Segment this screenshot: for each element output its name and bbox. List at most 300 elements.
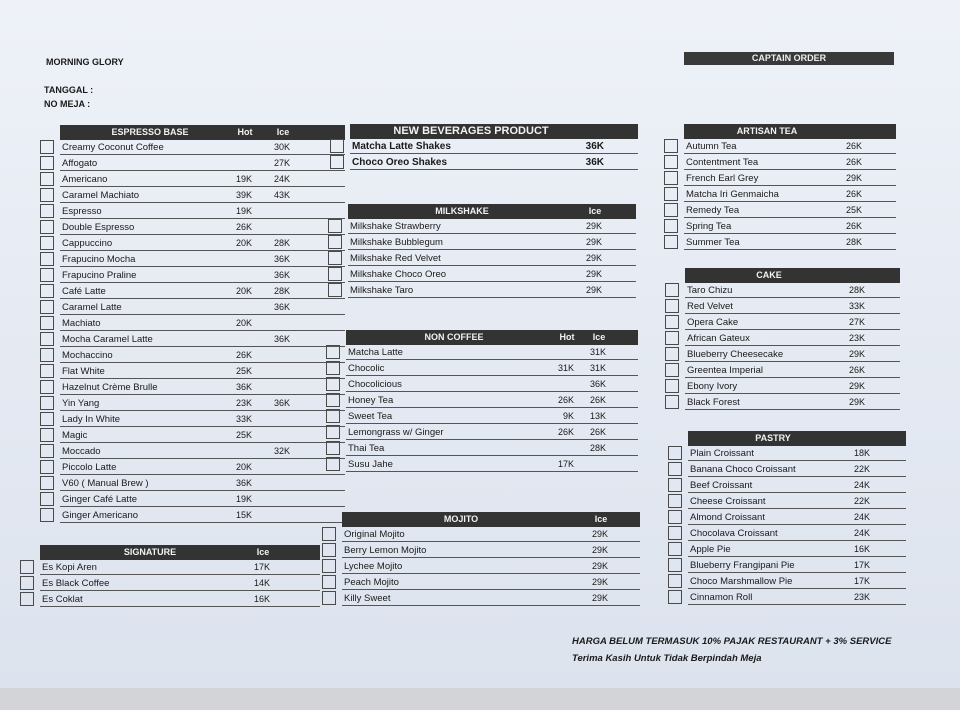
price-hot: 27K <box>848 317 865 327</box>
price-ice: 29K <box>591 593 608 603</box>
item-line <box>60 428 345 443</box>
item-name: Mocha Caramel Latte <box>62 334 153 345</box>
thank-you-note: Terima Kasih Untuk Tidak Berpindah Meja <box>572 653 762 664</box>
order-checkbox[interactable] <box>668 542 682 556</box>
order-checkbox[interactable] <box>40 284 54 298</box>
order-checkbox[interactable] <box>20 576 34 590</box>
column-header-ice: Ice <box>256 547 270 557</box>
item-name: Matcha Iri Genmaicha <box>686 189 779 200</box>
item-line <box>40 592 320 607</box>
price-hot: 22K <box>853 464 870 474</box>
item-name: Frapucino Praline <box>62 270 137 281</box>
item-name: Frapucino Mocha <box>62 254 136 265</box>
item-name: Hazelnut Crème Brulle <box>62 382 158 393</box>
item-line <box>688 574 906 589</box>
price-hot: 29K <box>848 349 865 359</box>
price-hot: 17K <box>853 576 870 586</box>
price-hot: 26K <box>235 222 252 232</box>
item-line <box>684 171 896 186</box>
item-name: Greentea Imperial <box>687 365 764 376</box>
price-ice: 29K <box>585 269 602 279</box>
order-checkbox[interactable] <box>665 347 679 361</box>
section-title: ARTISAN TEA <box>736 126 798 136</box>
price-hot: 26K <box>845 141 862 151</box>
order-checkbox[interactable] <box>664 187 678 201</box>
item-line <box>684 139 896 154</box>
item-line <box>684 219 896 234</box>
item-line <box>60 284 345 299</box>
order-checkbox[interactable] <box>40 236 54 250</box>
order-checkbox[interactable] <box>664 235 678 249</box>
order-checkbox[interactable] <box>40 188 54 202</box>
order-checkbox[interactable] <box>40 460 54 474</box>
order-checkbox[interactable] <box>326 377 340 391</box>
order-checkbox[interactable] <box>326 345 340 359</box>
section-header <box>350 124 638 139</box>
item-line <box>688 446 906 461</box>
price-hot: 20K <box>235 238 252 248</box>
order-checkbox[interactable] <box>328 219 342 233</box>
order-checkbox[interactable] <box>668 510 682 524</box>
price-hot: 29K <box>848 381 865 391</box>
item-line <box>684 187 896 202</box>
price-hot: 31K <box>557 363 574 373</box>
price-note: HARGA BELUM TERMASUK 10% PAJAK RESTAURANT + 3% SERVICE <box>572 636 892 647</box>
item-line <box>685 363 900 378</box>
item-line <box>60 332 345 347</box>
item-name: Es Coklat <box>42 594 83 605</box>
item-name: Chocolava Croissant <box>690 528 778 539</box>
item-name: Milkshake Choco Oreo <box>350 269 447 280</box>
price-hot: 19K <box>235 206 252 216</box>
item-name: Ginger Americano <box>62 510 139 521</box>
price-ice: 36K <box>273 302 290 312</box>
item-line <box>684 235 896 250</box>
item-name: Ginger Café Latte <box>62 494 137 505</box>
item-name: Blueberry Frangipani Pie <box>690 560 795 571</box>
section-header <box>342 512 640 527</box>
order-checkbox[interactable] <box>664 155 678 169</box>
item-name: Peach Mojito <box>344 577 399 588</box>
item-line <box>60 444 345 459</box>
item-line <box>688 494 906 509</box>
item-name: Cheese Croissant <box>690 496 766 507</box>
item-name: Mochaccino <box>62 350 113 361</box>
section-header <box>346 330 638 345</box>
column-header-ice: Ice <box>276 127 290 137</box>
item-name: Red Velvet <box>687 301 733 312</box>
price-ice: 27K <box>273 158 290 168</box>
price-ice: 29K <box>591 529 608 539</box>
item-line <box>685 347 900 362</box>
order-checkbox[interactable] <box>322 575 336 589</box>
section-header <box>60 125 345 140</box>
order-checkbox[interactable] <box>40 316 54 330</box>
order-checkbox[interactable] <box>40 492 54 506</box>
price-hot: 24K <box>853 528 870 538</box>
price-ice: 36K <box>589 379 606 389</box>
item-name: Autumn Tea <box>686 141 737 152</box>
price-hot: 24K <box>853 512 870 522</box>
order-checkbox[interactable] <box>40 444 54 458</box>
price-ice: 29K <box>585 237 602 247</box>
section-title: CAKE <box>756 270 782 280</box>
item-line <box>60 316 345 331</box>
item-name: Summer Tea <box>686 237 740 248</box>
item-name: Americano <box>62 174 108 185</box>
section-title: ESPRESSO BASE <box>111 127 189 137</box>
item-name: Plain Croissant <box>690 448 754 459</box>
item-name: Milkshake Bubblegum <box>350 237 443 248</box>
item-name: Milkshake Red Velvet <box>350 253 441 264</box>
order-checkbox[interactable] <box>322 591 336 605</box>
order-checkbox[interactable] <box>665 299 679 313</box>
order-checkbox[interactable] <box>40 172 54 186</box>
order-checkbox[interactable] <box>326 441 340 455</box>
price-hot: 20K <box>235 462 252 472</box>
order-checkbox[interactable] <box>668 446 682 460</box>
item-line <box>60 220 345 235</box>
price-ice: 13K <box>589 411 606 421</box>
restaurant-name: MORNING GLORY <box>46 57 124 67</box>
table-number-label: NO MEJA : <box>44 99 91 109</box>
price-ice: 36K <box>273 398 290 408</box>
order-checkbox[interactable] <box>40 140 54 154</box>
price-hot: 29K <box>845 173 862 183</box>
price-ice: 17K <box>253 562 270 572</box>
order-checkbox[interactable] <box>40 380 54 394</box>
item-name: Blueberry Cheesecake <box>687 349 784 360</box>
item-name: Flat White <box>62 366 105 377</box>
item-line <box>60 140 345 155</box>
item-name: African Gateux <box>687 333 750 344</box>
item-name: Black Forest <box>687 397 740 408</box>
order-checkbox[interactable] <box>40 156 54 170</box>
price-hot: 33K <box>235 414 252 424</box>
order-checkbox[interactable] <box>668 574 682 588</box>
price-hot: 36K <box>585 157 604 168</box>
section-title: SIGNATURE <box>123 547 177 557</box>
order-checkbox[interactable] <box>664 203 678 217</box>
order-checkbox[interactable] <box>664 139 678 153</box>
order-checkbox[interactable] <box>328 235 342 249</box>
column-header-ice: Ice <box>592 332 606 342</box>
item-line <box>60 204 345 219</box>
item-name: Creamy Coconut Coffee <box>62 142 164 153</box>
item-name: Lychee Mojito <box>344 561 403 572</box>
item-name: Espresso <box>62 206 102 217</box>
item-name: Thai Tea <box>348 443 385 454</box>
item-line <box>60 508 345 523</box>
price-hot: 17K <box>557 459 574 469</box>
price-hot: 20K <box>235 286 252 296</box>
item-line <box>60 236 345 251</box>
price-hot: 16K <box>853 544 870 554</box>
order-checkbox[interactable] <box>668 526 682 540</box>
order-checkbox[interactable] <box>326 361 340 375</box>
item-name: Milkshake Strawberry <box>350 221 441 232</box>
item-line <box>60 156 345 171</box>
order-checkbox[interactable] <box>665 283 679 297</box>
order-checkbox[interactable] <box>40 300 54 314</box>
section-title: MOJITO <box>443 514 479 524</box>
item-line <box>60 460 345 475</box>
item-name: Taro Chizu <box>687 285 733 296</box>
captain-order-title: CAPTAIN ORDER <box>684 52 894 65</box>
price-ice: 28K <box>589 443 606 453</box>
price-hot: 26K <box>845 221 862 231</box>
item-line <box>688 590 906 605</box>
item-name: Remedy Tea <box>686 205 740 216</box>
price-ice: 16K <box>253 594 270 604</box>
order-checkbox[interactable] <box>40 348 54 362</box>
price-hot: 9K <box>562 411 574 421</box>
price-ice: 29K <box>585 285 602 295</box>
order-checkbox[interactable] <box>328 251 342 265</box>
order-checkbox[interactable] <box>40 428 54 442</box>
price-ice: 26K <box>589 427 606 437</box>
price-hot: 39K <box>235 190 252 200</box>
item-name: Matcha Latte Shakes <box>352 141 451 152</box>
order-checkbox[interactable] <box>40 204 54 218</box>
order-checkbox[interactable] <box>665 331 679 345</box>
order-checkbox[interactable] <box>668 478 682 492</box>
column-header-hot: Hot <box>237 127 253 137</box>
section-header <box>684 124 896 139</box>
section-header <box>40 545 320 560</box>
column-header-hot: Hot <box>559 332 575 342</box>
order-checkbox[interactable] <box>40 508 54 522</box>
item-line <box>60 412 345 427</box>
item-line <box>60 380 345 395</box>
price-hot: 25K <box>235 366 252 376</box>
price-hot: 23K <box>235 398 252 408</box>
item-name: Killy Sweet <box>344 593 391 604</box>
price-hot: 24K <box>853 480 870 490</box>
price-hot: 33K <box>848 301 865 311</box>
item-name: Es Black Coffee <box>42 578 110 589</box>
item-line <box>60 348 345 363</box>
item-name: Original Mojito <box>344 529 405 540</box>
section-title: MILKSHAKE <box>435 206 489 216</box>
price-hot: 26K <box>235 350 252 360</box>
order-checkbox[interactable] <box>326 393 340 407</box>
order-checkbox[interactable] <box>326 425 340 439</box>
item-name: Moccado <box>62 446 101 457</box>
order-checkbox[interactable] <box>668 462 682 476</box>
item-name: V60 ( Manual Brew ) <box>62 478 149 489</box>
price-hot: 36K <box>235 478 252 488</box>
order-checkbox[interactable] <box>330 139 344 153</box>
order-checkbox[interactable] <box>665 379 679 393</box>
item-line <box>684 203 896 218</box>
price-hot: 36K <box>235 382 252 392</box>
price-ice: 28K <box>273 286 290 296</box>
item-line <box>688 526 906 541</box>
item-line <box>60 252 345 267</box>
item-line <box>60 396 345 411</box>
item-name: Berry Lemon Mojito <box>344 545 427 556</box>
price-ice: 28K <box>273 238 290 248</box>
item-name: Choco Oreo Shakes <box>352 157 448 168</box>
price-hot: 36K <box>585 141 604 152</box>
order-checkbox[interactable] <box>40 396 54 410</box>
price-hot: 26K <box>845 189 862 199</box>
item-name: Caramel Machiato <box>62 190 140 201</box>
order-checkbox[interactable] <box>322 527 336 541</box>
item-line <box>688 558 906 573</box>
order-checkbox[interactable] <box>322 559 336 573</box>
item-name: Affogato <box>62 158 98 169</box>
order-checkbox[interactable] <box>20 560 34 574</box>
order-checkbox[interactable] <box>665 363 679 377</box>
item-name: Spring Tea <box>686 221 732 232</box>
item-name: Banana Choco Croissant <box>690 464 796 475</box>
item-line <box>685 395 900 410</box>
order-checkbox[interactable] <box>40 412 54 426</box>
item-name: Apple Pie <box>690 544 731 555</box>
item-name: Susu Jahe <box>348 459 393 470</box>
price-hot: 20K <box>235 318 252 328</box>
order-checkbox[interactable] <box>40 252 54 266</box>
price-hot: 28K <box>848 285 865 295</box>
item-line <box>688 462 906 477</box>
item-name: Ebony Ivory <box>687 381 738 392</box>
item-name: Cappuccino <box>62 238 113 249</box>
item-name: Chocolicious <box>348 379 402 390</box>
item-line <box>685 379 900 394</box>
order-checkbox[interactable] <box>665 395 679 409</box>
price-ice: 36K <box>273 270 290 280</box>
price-ice: 26K <box>589 395 606 405</box>
order-checkbox[interactable] <box>40 220 54 234</box>
price-hot: 26K <box>848 365 865 375</box>
item-line <box>688 510 906 525</box>
price-hot: 19K <box>235 494 252 504</box>
item-name: Lady In White <box>62 414 121 425</box>
price-hot: 25K <box>235 430 252 440</box>
column-header-ice: Ice <box>588 206 602 216</box>
item-line <box>60 476 345 491</box>
item-name: French Earl Grey <box>686 173 759 184</box>
date-label: TANGGAL : <box>44 85 94 95</box>
order-checkbox[interactable] <box>330 155 344 169</box>
item-line <box>60 268 345 283</box>
item-name: Beef Croissant <box>690 480 753 491</box>
price-hot: 29K <box>848 397 865 407</box>
price-ice: 24K <box>273 174 290 184</box>
price-ice: 36K <box>273 254 290 264</box>
price-ice: 31K <box>589 363 606 373</box>
item-line <box>684 155 896 170</box>
order-checkbox[interactable] <box>40 364 54 378</box>
order-checkbox[interactable] <box>668 494 682 508</box>
order-checkbox[interactable] <box>668 590 682 604</box>
price-hot: 17K <box>853 560 870 570</box>
item-line <box>60 492 345 507</box>
item-name: Cinnamon Roll <box>690 592 753 603</box>
order-checkbox[interactable] <box>668 558 682 572</box>
column-header-ice: Ice <box>594 514 608 524</box>
item-name: Piccolo Latte <box>62 462 117 473</box>
item-name: Café Latte <box>62 286 106 297</box>
section-title: NEW BEVERAGES PRODUCT <box>393 125 549 137</box>
item-line <box>60 188 345 203</box>
item-line <box>40 560 320 575</box>
item-line <box>346 457 638 472</box>
price-hot: 28K <box>845 237 862 247</box>
price-hot: 26K <box>557 395 574 405</box>
section-title: NON COFFEE <box>424 332 484 342</box>
price-ice: 14K <box>253 578 270 588</box>
order-checkbox[interactable] <box>40 476 54 490</box>
item-line <box>685 283 900 298</box>
order-checkbox[interactable] <box>328 283 342 297</box>
price-hot: 25K <box>845 205 862 215</box>
order-checkbox[interactable] <box>326 457 340 471</box>
section-header <box>685 268 900 283</box>
price-ice: 29K <box>591 561 608 571</box>
section-title: PASTRY <box>755 433 791 443</box>
item-name: Honey Tea <box>348 395 394 406</box>
item-name: Matcha Latte <box>348 347 403 358</box>
item-name: Es Kopi Aren <box>42 562 97 573</box>
price-ice: 36K <box>273 334 290 344</box>
item-name: Magic <box>62 430 88 441</box>
item-line <box>60 364 345 379</box>
price-hot: 23K <box>848 333 865 343</box>
price-hot: 22K <box>853 496 870 506</box>
order-checkbox[interactable] <box>665 315 679 329</box>
price-hot: 19K <box>235 174 252 184</box>
item-name: Contentment Tea <box>686 157 759 168</box>
order-checkbox[interactable] <box>328 267 342 281</box>
price-hot: 26K <box>845 157 862 167</box>
price-hot: 23K <box>853 592 870 602</box>
item-line <box>688 542 906 557</box>
order-checkbox[interactable] <box>40 268 54 282</box>
order-checkbox[interactable] <box>664 219 678 233</box>
item-line <box>688 478 906 493</box>
item-name: Machiato <box>62 318 101 329</box>
price-ice: 31K <box>589 347 606 357</box>
item-line <box>40 576 320 591</box>
item-line <box>685 315 900 330</box>
item-line <box>685 299 900 314</box>
section-header <box>348 204 636 219</box>
table-surface <box>0 688 960 710</box>
item-name: Sweet Tea <box>348 411 393 422</box>
item-name: Opera Cake <box>687 317 739 328</box>
order-checkbox[interactable] <box>322 543 336 557</box>
item-line <box>685 331 900 346</box>
item-name: Chocolic <box>348 363 385 374</box>
item-name: Caramel Latte <box>62 302 122 313</box>
price-hot: 18K <box>853 448 870 458</box>
order-checkbox[interactable] <box>326 409 340 423</box>
price-ice: 29K <box>591 577 608 587</box>
order-checkbox[interactable] <box>664 171 678 185</box>
price-ice: 29K <box>585 253 602 263</box>
price-ice: 29K <box>591 545 608 555</box>
item-line <box>60 300 345 315</box>
item-name: Choco Marshmallow Pie <box>690 576 793 587</box>
order-checkbox[interactable] <box>40 332 54 346</box>
item-name: Milkshake Taro <box>350 285 414 296</box>
order-checkbox[interactable] <box>20 592 34 606</box>
price-hot: 26K <box>557 427 574 437</box>
section-header <box>688 431 906 446</box>
